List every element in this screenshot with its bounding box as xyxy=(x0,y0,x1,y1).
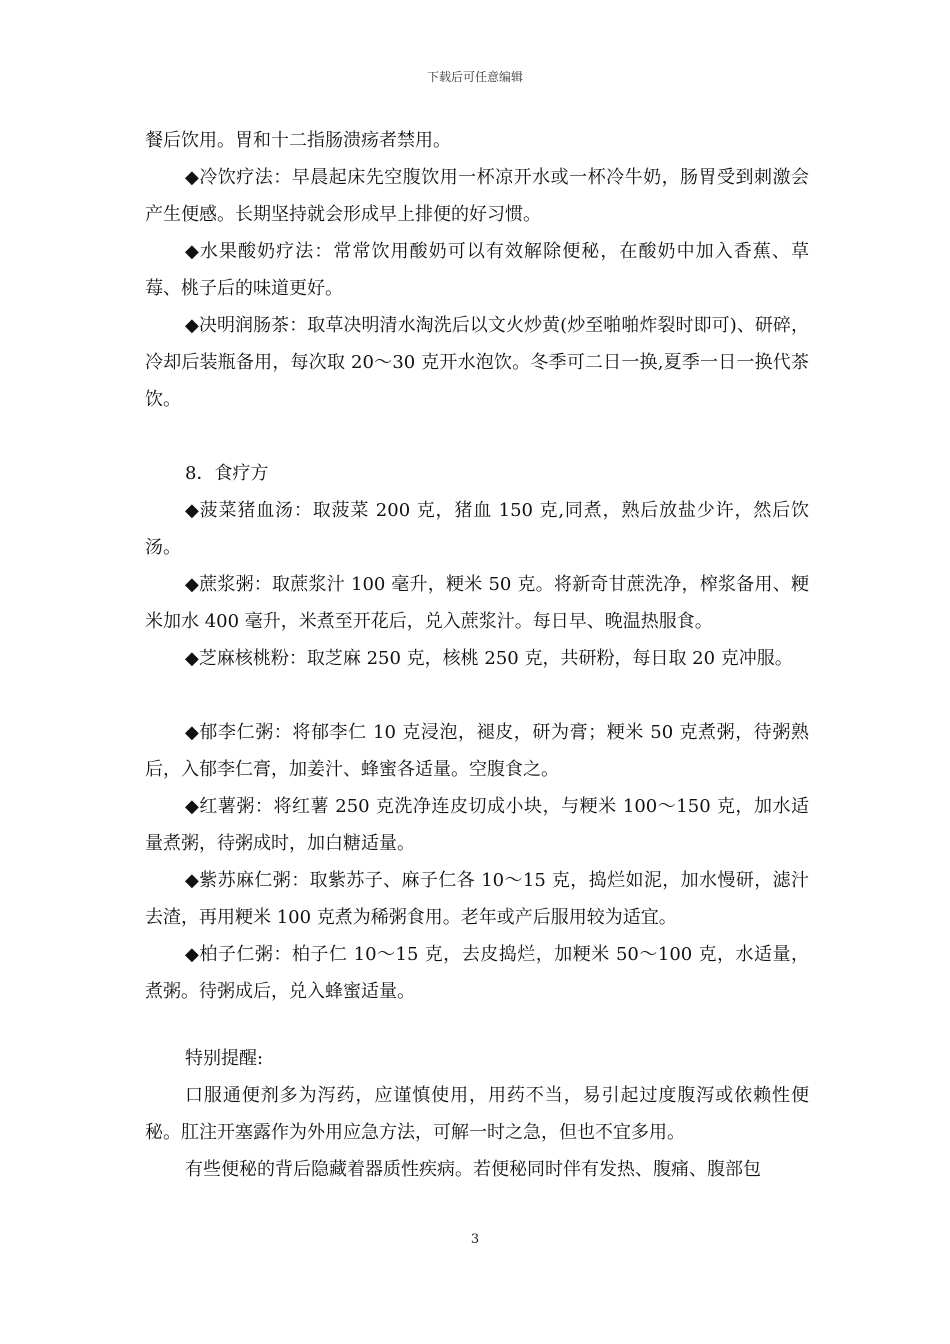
paragraph-perilla-hemp-porridge: ◆紫苏麻仁粥：取紫苏子、麻子仁各 10～15 克，捣烂如泥，加水慢研，滤汁去渣，再用粳米 100 克煮为稀粥食用。老年或产后服用较为适宜。 xyxy=(145,870,809,928)
page-number: 3 xyxy=(470,1232,480,1247)
paragraph-arborvitae-seed-porridge: ◆柏子仁粥：柏子仁 10～15 克，去皮捣烂，加粳米 50～100 克，水适量，煮粥。待粥成后，兑入蜂蜜适量。 xyxy=(145,944,809,1002)
paragraph-sweet-potato-porridge: ◆红薯粥：将红薯 250 克洗净连皮切成小块，与粳米 100～150 克，加水适量煮粥，待粥成时，加白糖适量。 xyxy=(145,796,809,854)
paragraph-sugarcane-porridge: ◆蔗浆粥：取蔗浆汁 100 毫升，粳米 50 克。将新奇甘蔗洗净，榨浆备用、粳米加水 400 毫升，米煮至开花后，兑入蔗浆汁。每日早、晚温热服食。 xyxy=(145,574,809,632)
paragraph-continuation: 餐后饮用。胃和十二指肠溃疡者禁用。 xyxy=(145,130,451,151)
paragraph-cassia-tea: ◆决明润肠茶：取草决明清水淘洗后以文火炒黄(炒至啪啪炸裂时即可)、研碎，冷却后装瓶备用，每次取 20～30 克开水泡饮。冬季可二日一换,夏季一日一换代茶饮。 xyxy=(145,315,809,410)
page-header: 下载后可任意编辑 xyxy=(426,70,523,84)
paragraph-laxative-warning: 口服通便剂多为泻药，应谨慎使用，用药不当，易引起过度腹泻或依赖性便秘。肛注开塞露作为外用应急方法，可解一时之急，但也不宜多用。 xyxy=(145,1085,809,1143)
paragraph-cold-drink-therapy: ◆冷饮疗法：早晨起床先空腹饮用一杯凉开水或一杯冷牛奶，肠胃受到刺激会产生便感。长期坚持就会形成早上排便的好习惯。 xyxy=(145,167,809,225)
section-heading-diet-therapy: 8．食疗方 xyxy=(185,463,269,484)
paragraph-organic-disease-note: 有些便秘的背后隐藏着器质性疾病。若便秘同时伴有发热、腹痛、腹部包 xyxy=(185,1159,761,1180)
paragraph-bush-cherry-porridge: ◆郁李仁粥：将郁李仁 10 克浸泡，褪皮，研为膏；粳米 50 克煮粥，待粥熟后，入郁李仁膏，加姜汁、蜂蜜各适量。空腹食之。 xyxy=(145,722,809,780)
paragraph-spinach-soup: ◆菠菜猪血汤：取菠菜 200 克，猪血 150 克,同煮，熟后放盐少许，然后饮汤。 xyxy=(145,500,809,558)
document-body xyxy=(145,122,809,1188)
paragraph-sesame-walnut-powder: ◆芝麻核桃粉：取芝麻 250 克，核桃 250 克，共研粉，每日取 20 克冲服。 xyxy=(185,648,793,669)
section-heading-special-reminder: 特别提醒: xyxy=(185,1048,264,1069)
paragraph-fruit-yogurt-therapy: ◆水果酸奶疗法：常常饮用酸奶可以有效解除便秘，在酸奶中加入香蕉、草莓、桃子后的味道更好。 xyxy=(145,241,809,299)
